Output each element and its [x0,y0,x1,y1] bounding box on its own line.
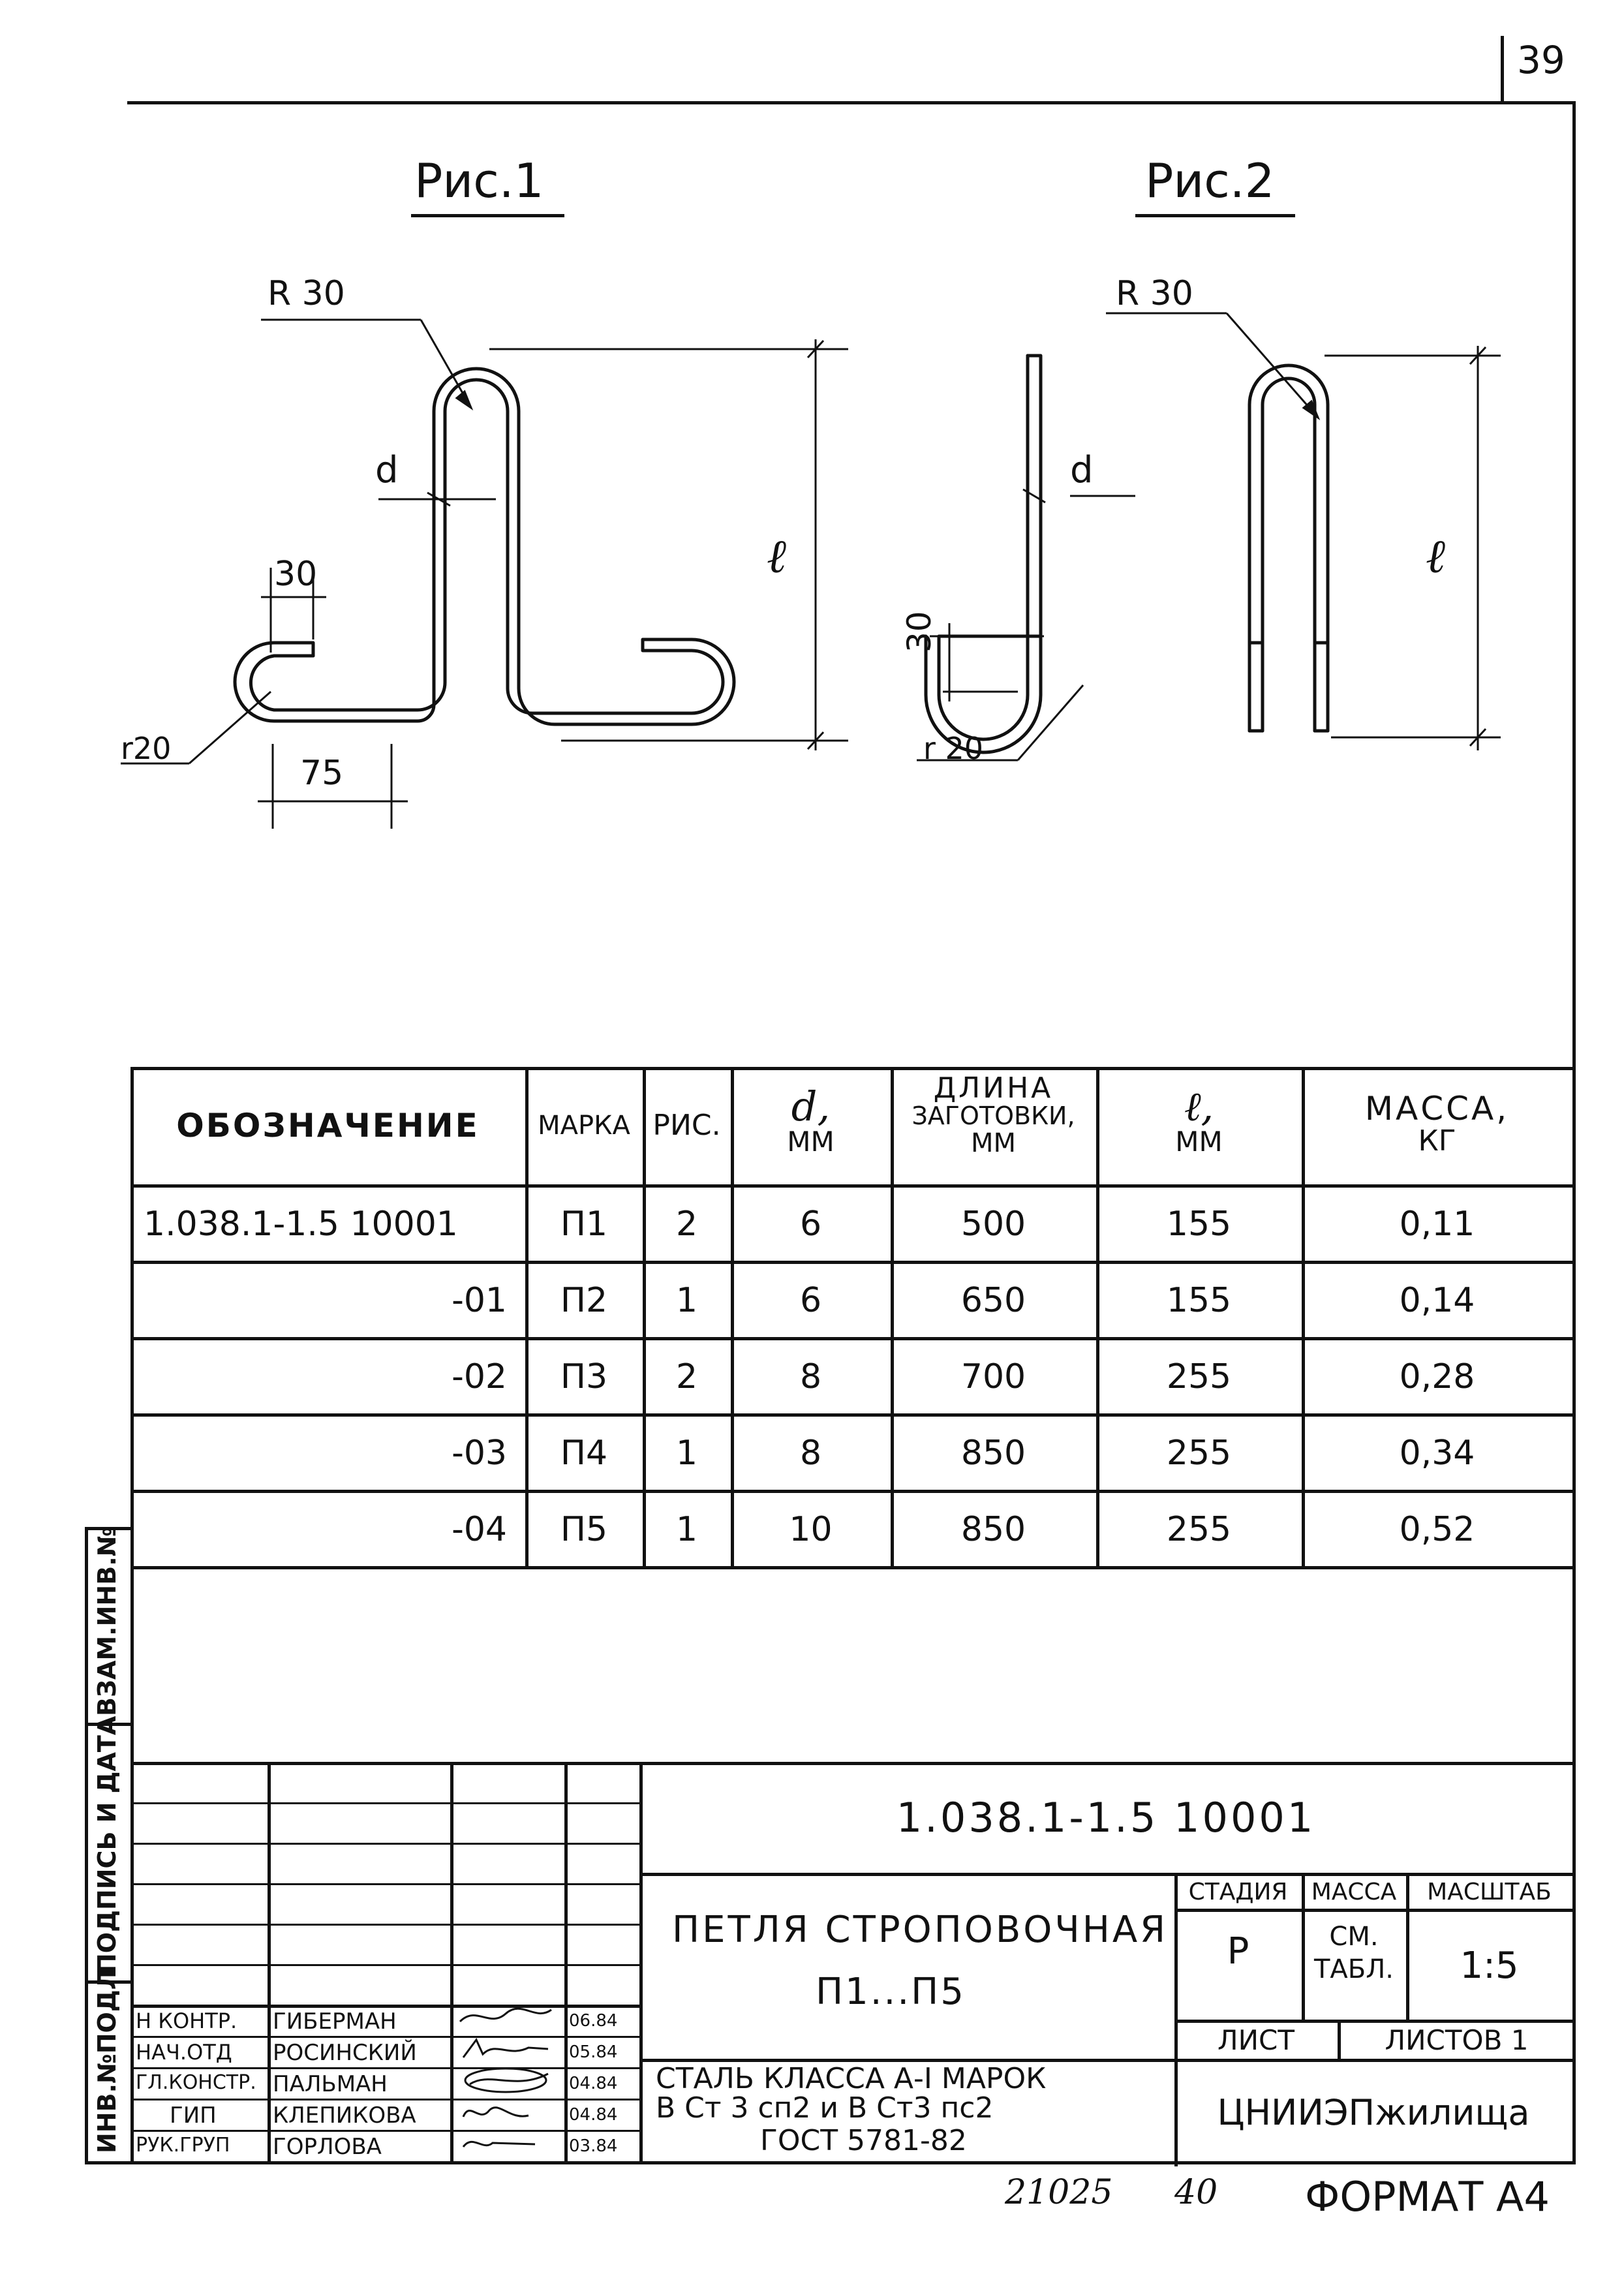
table-row-3-l: 255 [1166,1357,1232,1396]
table-row-1-d: 6 [799,1205,822,1244]
figure-1-radius-label: R 30 [268,274,345,313]
sig-row-1-role: Н КОНТР. [136,2008,237,2033]
sig-grid-col-1 [268,1762,271,2164]
table-row-4-designation: -03 [452,1434,507,1473]
figure-1-l-label: ℓ [767,529,786,583]
table-row-3-mass: 0,28 [1399,1357,1475,1396]
table-row-5-mass: 0,52 [1399,1510,1475,1549]
table-row-1-l: 155 [1166,1205,1232,1244]
footer-number-1: 21025 [1005,2173,1113,2212]
table-row-1-fig: 2 [675,1205,698,1244]
table-row-5-fig: 1 [675,1510,698,1549]
figure-1-caption: Рис.1 [414,153,544,208]
sig-row-3-role: ГЛ.КОНСТР. [136,2071,256,2094]
sig-row-3-signature [457,2065,561,2099]
sig-row-2-role: НАЧ.ОТД [136,2040,232,2065]
sig-row-3-date: 04.84 [569,2074,618,2093]
title-block-mass-label: МАССА [1311,1879,1397,1905]
figure-2-d-label: d [1070,449,1094,491]
table-row-4-fig: 1 [675,1434,698,1473]
title-block-scale-value: 1:5 [1460,1945,1519,1987]
sig-grid-row-3 [130,1883,639,1885]
title-block-stage-label: СТАДИЯ [1188,1879,1288,1905]
table-row-3-fig: 2 [675,1357,698,1396]
table-row-1-designation: 1.038.1-1.5 10001 [144,1205,458,1244]
sig-row-5-date: 03.84 [569,2136,618,2156]
header-l-line2: ММ [1175,1126,1223,1158]
footer-number-2: 40 [1174,2173,1218,2212]
figure-1-30-label: 30 [274,555,318,594]
figure-2-caption: Рис.2 [1145,153,1275,208]
figure-2-r20-label: r 20 [923,731,984,766]
side-stamp-signature-date: ПОДПИСЬ И ДАТА [93,1716,121,1974]
header-length [891,1067,1096,1184]
frame-right-line [1572,101,1576,2164]
side-stamp-inv-no: ИНВ.№ПОДЛ [93,1969,121,2153]
sig-grid-row-1 [130,1802,639,1804]
title-block-stage-value: Р [1227,1930,1249,1973]
title-block-material-line2: В Ст 3 сп2 и В Ст3 пс2 [656,2091,994,2125]
table-row-4-d: 8 [799,1434,822,1473]
header-mark: МАРКА [538,1111,630,1141]
title-block-material-line1: СТАЛЬ КЛАССА А-I МАРОК [656,2062,1047,2095]
sig-grid-row-9 [130,2099,639,2101]
table-row-4-l: 255 [1166,1434,1232,1473]
figure-2-l-label: ℓ [1426,529,1445,583]
table-row-3-designation: -02 [452,1357,507,1396]
title-block-sheet-label: ЛИСТ [1218,2024,1295,2056]
header-d-line1: d, [791,1083,831,1130]
header-length-line3: ММ [970,1128,1017,1159]
sig-row-3-name: ПАЛЬМАН [273,2071,388,2097]
table-row-1-length: 500 [960,1205,1026,1244]
side-stamp-outer-line [85,1527,88,2164]
sig-grid-row-10 [130,2130,639,2132]
sig-grid-row-6 [130,2005,639,2008]
figure-2-30-label: 30 [900,611,938,653]
table-row-4-mark: П4 [560,1434,608,1473]
side-stamp-vzam-inv: ВЗАМ.ИНВ.№ [93,1526,121,1716]
table-rule-row5 [130,1566,1572,1569]
sig-row-4-name: КЛЕПИКОВА [273,2102,416,2129]
header-length-line1: ДЛИНА [933,1071,1054,1105]
title-block-name-line1: ПЕТЛЯ СТРОПОВОЧНАЯ [672,1909,1169,1951]
title-block-mass-value-line1: СМ. [1329,1922,1379,1952]
title-block-organization: ЦНИИЭПжилища [1217,2092,1530,2133]
footer-format: ФОРМАТ А4 [1305,2173,1550,2221]
title-block-code: 1.038.1-1.5 10001 [896,1793,1316,1841]
figure-1-r20-label: r20 [121,731,172,766]
header-fig: РИС. [652,1108,721,1142]
table-row-2-d: 6 [799,1281,822,1320]
sig-row-5-signature [457,2129,555,2161]
figure-1-d-label: d [375,449,399,491]
sig-row-2-name: РОСИНСКИЙ [273,2040,417,2066]
table-row-4-length: 850 [960,1434,1026,1473]
table-row-3-d: 8 [799,1357,822,1396]
title-block-sheets-label: ЛИСТОВ 1 [1385,2024,1529,2056]
header-designation: ОБОЗНАЧЕНИЕ [176,1106,480,1145]
header-l-line1: ℓ, [1184,1083,1214,1130]
table-row-1-mark: П1 [560,1205,608,1244]
table-row-2-mark: П2 [560,1281,608,1320]
title-block-mass-value [1302,1922,1406,1984]
table-row-4-mass: 0,34 [1399,1434,1475,1473]
sig-grid-row-4 [130,1924,639,1926]
sig-grid-row-8 [130,2067,639,2069]
table-row-1-mass: 0,11 [1399,1205,1475,1244]
header-d-line2: ММ [787,1126,835,1158]
header-d [731,1067,891,1184]
figure-1-75-label: 75 [300,754,344,793]
title-block-mass-value-line2: ТАБЛ. [1313,1954,1394,1984]
page-number: 39 [1517,38,1565,82]
table-row-2-length: 650 [960,1281,1026,1320]
sig-row-1-name: ГИБЕРМАН [273,2008,397,2035]
sig-grid-col-2 [450,1762,453,2164]
sig-grid-row-2 [130,1843,639,1845]
sig-row-5-name: ГОРЛОВА [273,2134,382,2160]
sig-row-4-signature [457,2097,555,2129]
sig-row-1-date: 06.84 [569,2011,618,2031]
title-block [130,1762,1572,2164]
sig-grid-row-5 [130,1964,639,1966]
table-row-5-l: 255 [1166,1510,1232,1549]
table-row-5-d: 10 [789,1510,833,1549]
header-mass-line2: КГ [1418,1124,1456,1158]
sig-grid-row-7 [130,2036,639,2038]
title-block-material-line3: ГОСТ 5781-82 [760,2124,967,2157]
title-block-name-line2: П1...П5 [816,1971,966,2013]
table-row-3-length: 700 [960,1357,1026,1396]
table-row-3-mark: П3 [560,1357,608,1396]
sig-row-2-date: 05.84 [569,2042,618,2062]
header-l [1096,1067,1302,1184]
sig-row-5-role: РУК.ГРУП [136,2134,230,2157]
sig-row-4-role: ГИП [170,2102,217,2129]
header-length-line2: ЗАГОТОВКИ, [912,1101,1075,1131]
table-row-2-mass: 0,14 [1399,1281,1475,1320]
spec-table [130,1067,1572,1566]
table-row-5-length: 850 [960,1510,1026,1549]
table-row-5-mark: П5 [560,1510,608,1549]
figure-2-radius-label: R 30 [1116,274,1193,313]
table-row-5-designation: -04 [452,1510,507,1549]
header-mass [1302,1067,1572,1184]
sig-grid-col-3 [564,1762,568,2164]
title-block-scale-label: МАСШТАБ [1427,1879,1552,1905]
table-row-2-designation: -01 [452,1281,507,1320]
sig-row-1-signature [457,2002,555,2037]
header-mass-line1: МАССА, [1364,1090,1510,1128]
table-row-2-l: 155 [1166,1281,1232,1320]
sig-row-4-date: 04.84 [569,2105,618,2125]
sig-row-2-signature [457,2035,555,2067]
table-row-2-fig: 1 [675,1281,698,1320]
figure-2-drawing [848,0,1572,848]
